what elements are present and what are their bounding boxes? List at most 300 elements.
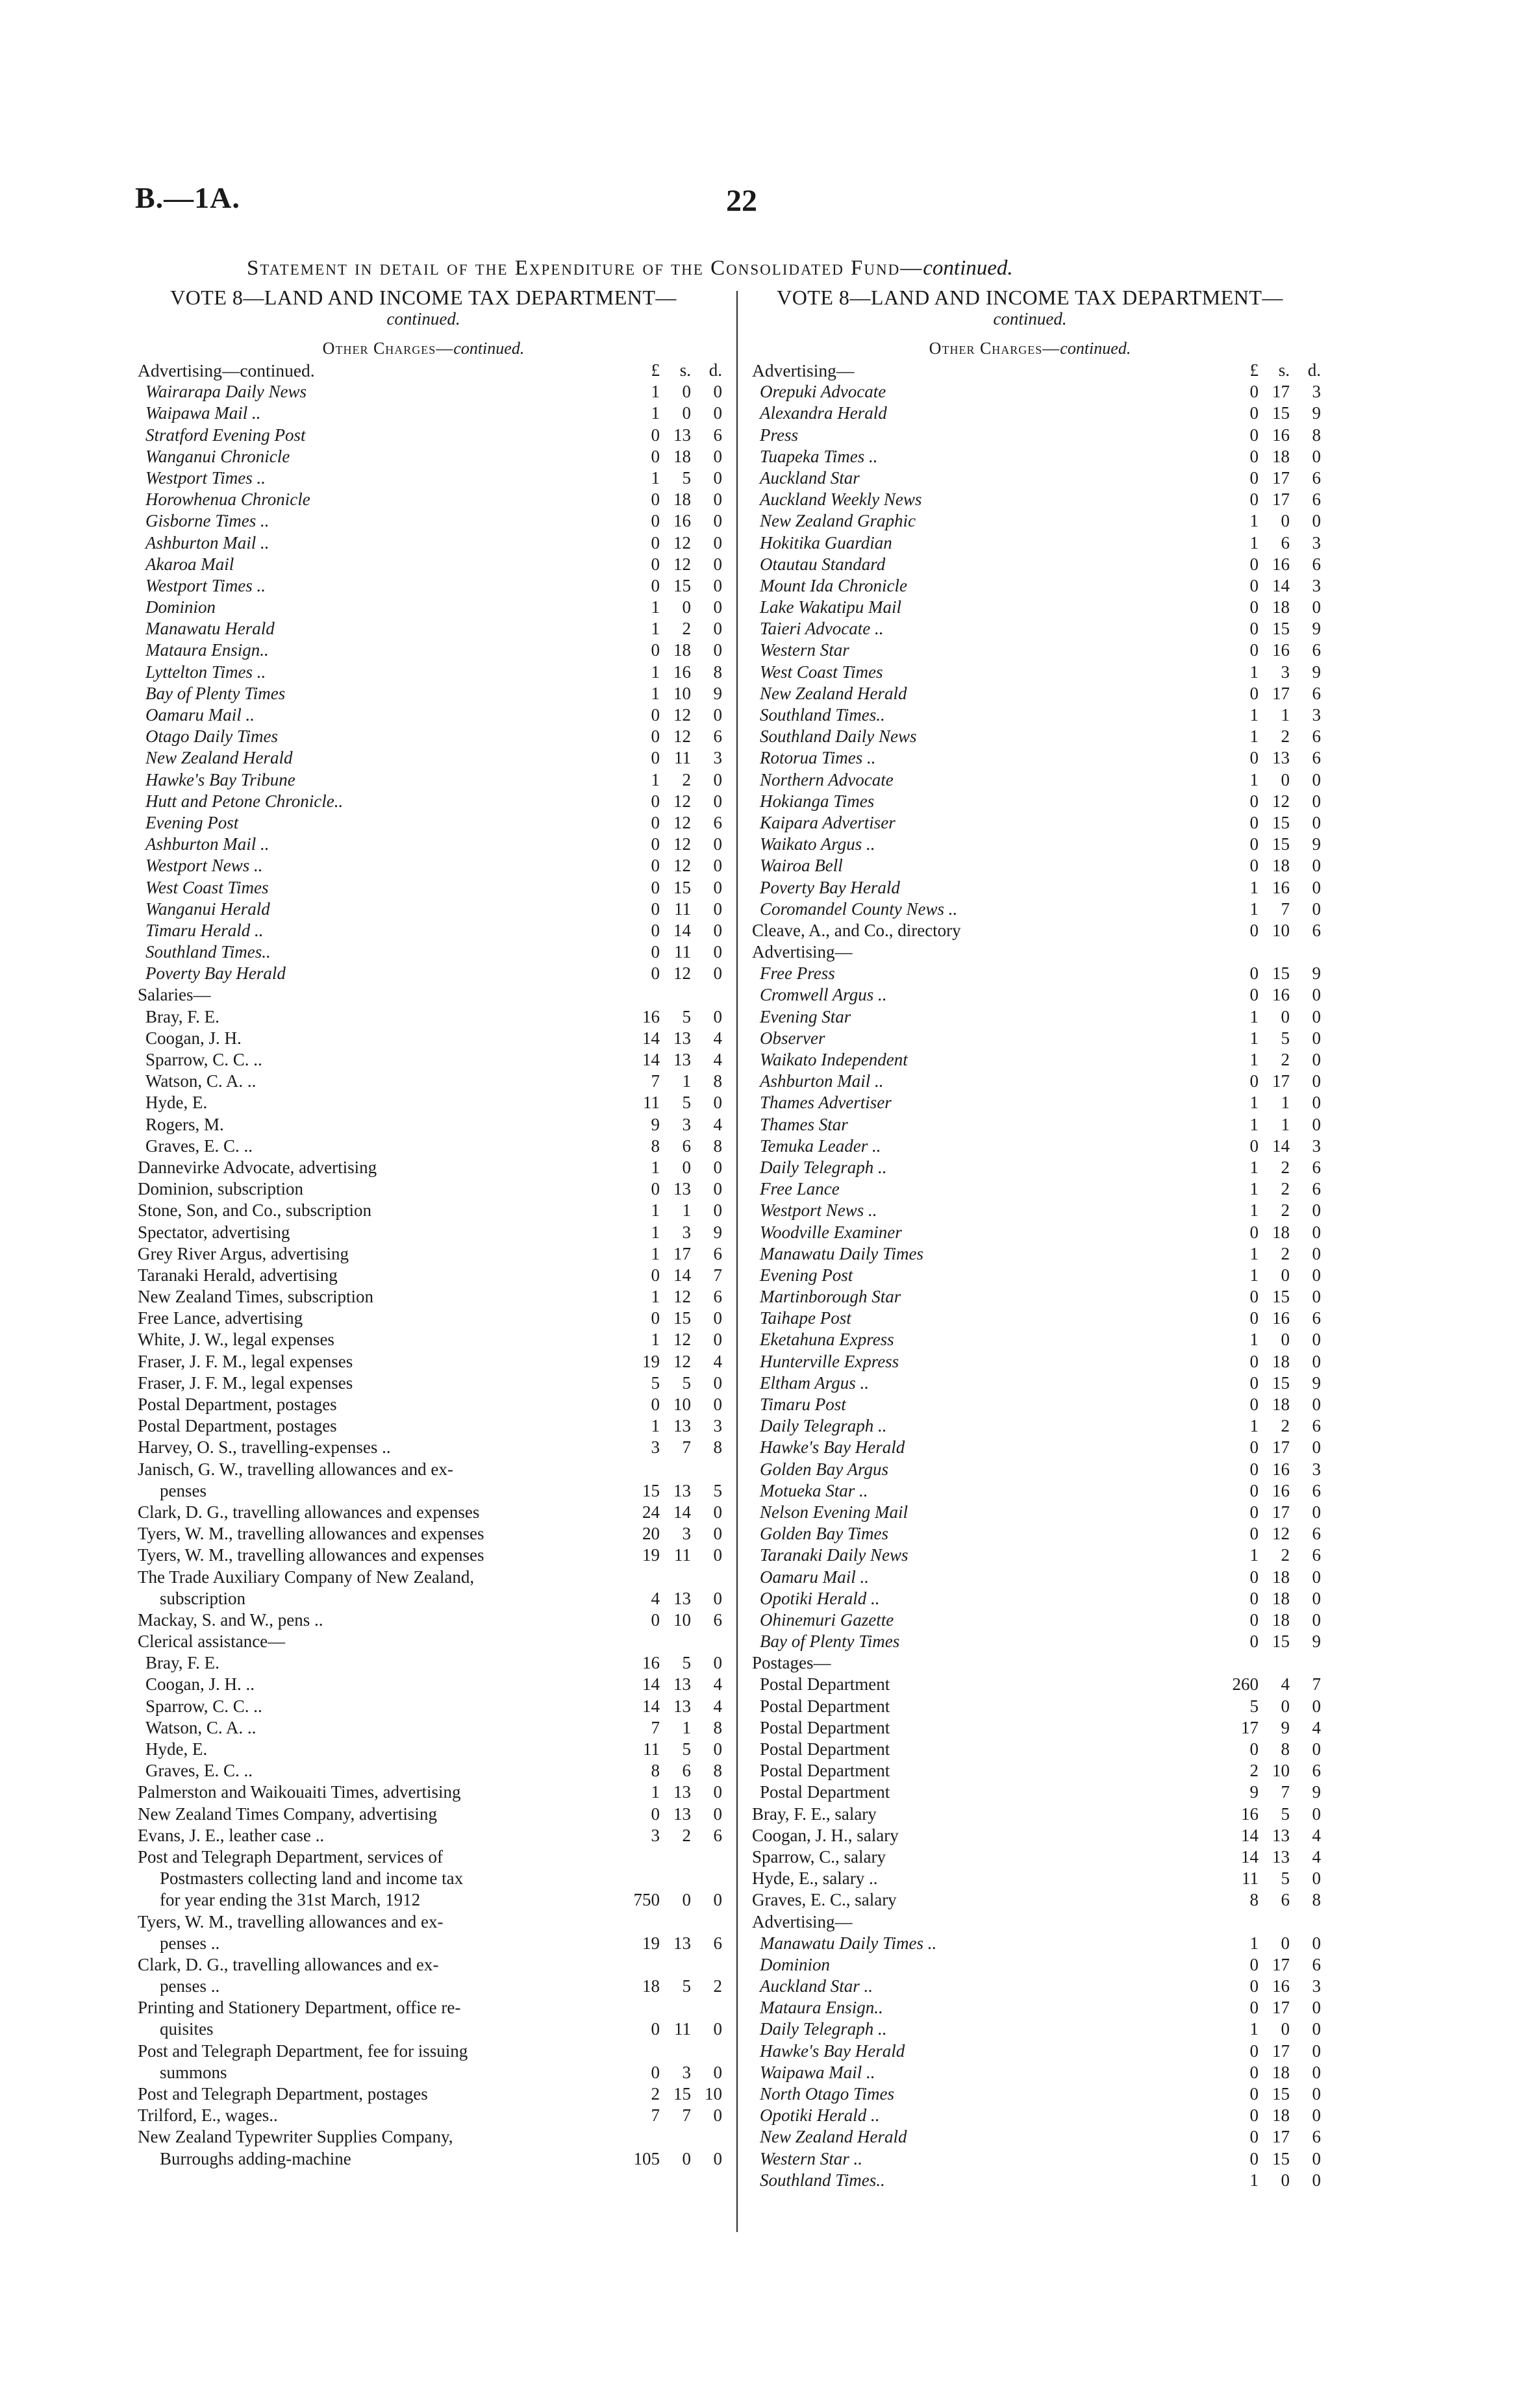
- ledger-row: [125, 1567, 722, 1588]
- amount-pounds: 0: [1249, 640, 1259, 660]
- ledger-row: [125, 1265, 722, 1286]
- amount-shillings: 17: [1272, 2127, 1290, 2147]
- ledger-row: [739, 489, 1321, 510]
- amount-pence: 0: [1312, 1868, 1321, 1889]
- amount-pence: 0: [713, 467, 722, 488]
- amount-shillings: 11: [674, 899, 691, 919]
- amount-pounds: 14: [1241, 1846, 1259, 1867]
- row-amount: [1210, 2018, 1321, 2040]
- row-amount: [1210, 726, 1321, 747]
- row-description: Tyers, W. M., travelling allowances and expenses: [138, 1545, 484, 1565]
- ledger-row: [739, 1136, 1321, 1157]
- row-description: Taranaki Daily News: [760, 1545, 909, 1565]
- amount-pounds: 0: [1249, 1524, 1259, 1544]
- row-amount: [612, 963, 722, 984]
- ledger-row: [739, 984, 1321, 1006]
- amount-shillings: 2: [1281, 1416, 1290, 1436]
- amount-shillings: 12: [1272, 791, 1290, 811]
- ledger-row: [739, 1631, 1321, 1652]
- amount-pounds: 260: [1232, 1674, 1259, 1694]
- amount-pounds: 20: [642, 1524, 660, 1544]
- row-description: Taranaki Herald, advertising: [138, 1265, 338, 1285]
- row-amount: [1210, 1631, 1321, 1652]
- row-description: Postages—: [752, 1653, 831, 1673]
- ledger-row: [739, 1480, 1321, 1502]
- row-amount: [612, 1351, 722, 1372]
- row-amount: [612, 1781, 722, 1803]
- amount-pounds: 1: [651, 1243, 660, 1263]
- amount-pence: 6: [1312, 1954, 1321, 1974]
- ledger-row: [125, 1696, 722, 1717]
- amount-pounds: 0: [1249, 403, 1259, 423]
- amount-pence: 0: [713, 1200, 722, 1221]
- row-description: Lake Wakatipu Mail: [760, 597, 901, 617]
- amount-shillings: 1: [682, 1200, 691, 1221]
- amount-pence: 3: [1312, 1136, 1321, 1156]
- row-description: Bray, F. E.: [145, 1653, 219, 1673]
- amount-pence: 0: [713, 490, 722, 510]
- row-description: Manawatu Daily Times ..: [760, 1933, 937, 1953]
- amount-shillings: 13: [673, 1782, 691, 1802]
- other-charges-heading: [125, 338, 722, 360]
- row-description: Taihape Post: [760, 1308, 851, 1328]
- amount-shillings: 18: [1272, 856, 1290, 876]
- row-description: White, J. W., legal expenses: [138, 1330, 334, 1350]
- amount-shillings: 10: [1272, 1761, 1290, 1781]
- other-charges-continued: continued.: [1060, 339, 1131, 358]
- amount-pence: 0: [713, 1739, 722, 1759]
- ledger-row: [739, 1523, 1321, 1545]
- row-description: Cromwell Argus ..: [760, 985, 887, 1005]
- row-amount: [1210, 1329, 1321, 1350]
- ledger-row: [125, 683, 722, 704]
- amount-pounds: 0: [1249, 1976, 1259, 1996]
- ledger-row: [125, 1868, 722, 1889]
- row-description: The Trade Auxiliary Company of New Zealand,: [138, 1567, 475, 1587]
- row-description: New Zealand Times, subscription: [138, 1287, 373, 1307]
- pounds-header: £: [1249, 360, 1259, 380]
- amount-shillings: 6: [1281, 532, 1290, 552]
- ledger-row: [739, 1976, 1321, 1997]
- row-description: Evening Post: [145, 812, 239, 832]
- amount-pounds: 0: [1249, 575, 1259, 595]
- ledger-row: [125, 1394, 722, 1415]
- row-description: Clark, D. G., travelling allowances and ex-: [138, 1954, 439, 1974]
- row-description: Golden Bay Argus: [760, 1459, 888, 1479]
- ledger-row: [739, 1049, 1321, 1071]
- amount-shillings: 6: [682, 1136, 691, 1156]
- amount-pounds: 0: [1249, 963, 1259, 984]
- ledger-row: [739, 2105, 1321, 2126]
- amount-pounds: 11: [643, 1093, 660, 1113]
- row-description: Opotiki Herald ..: [760, 1588, 880, 1608]
- amount-shillings: 16: [673, 662, 691, 682]
- row-amount: [612, 1394, 722, 1415]
- amount-shillings: 10: [673, 1395, 691, 1414]
- ledger-row: [739, 963, 1321, 984]
- amount-shillings: 12: [673, 532, 691, 552]
- amount-shillings: 16: [673, 511, 691, 531]
- row-amount: [612, 2148, 722, 2170]
- row-description: Lyttelton Times ..: [145, 662, 266, 682]
- ledger-row: [739, 1071, 1321, 1092]
- row-amount: [612, 1329, 722, 1350]
- amount-shillings: 11: [674, 748, 691, 768]
- row-amount: [612, 704, 722, 726]
- row-amount: [1210, 1674, 1321, 1695]
- ledger-row: [125, 1114, 722, 1136]
- amount-pounds: 0: [1249, 446, 1259, 466]
- row-amount: [1210, 1372, 1321, 1394]
- amount-shillings: 18: [1272, 1351, 1290, 1371]
- amount-pence: 0: [1312, 1739, 1321, 1759]
- ledger-row: [125, 1136, 722, 1157]
- amount-shillings: 15: [1272, 834, 1290, 854]
- amount-pence: 0: [1312, 1265, 1321, 1285]
- amount-shillings: 0: [1281, 2170, 1290, 2190]
- amount-shillings: 12: [1272, 1524, 1290, 1544]
- row-amount: [612, 618, 722, 639]
- amount-pounds: 0: [1249, 2041, 1259, 2061]
- ledger-row: [739, 1609, 1321, 1631]
- row-amount: [612, 1825, 722, 1846]
- amount-pounds: 9: [651, 1114, 660, 1134]
- amount-pounds: 1: [1249, 1028, 1259, 1048]
- row-description: Tyers, W. M., travelling allowances and ex-: [138, 1911, 444, 1931]
- ledger-row: [125, 1459, 722, 1480]
- row-description: Timaru Post: [760, 1395, 846, 1414]
- amount-pounds: 1: [1249, 1114, 1259, 1134]
- row-description: Poverty Bay Herald: [145, 963, 286, 984]
- amount-shillings: 13: [673, 1804, 691, 1824]
- row-amount: [1210, 1006, 1321, 1028]
- amount-pounds: 0: [1249, 2105, 1259, 2126]
- amount-pounds: 19: [642, 1933, 660, 1953]
- ledger-row: [739, 1696, 1321, 1717]
- amount-shillings: 2: [1281, 1200, 1290, 1221]
- amount-pounds: 0: [651, 877, 660, 897]
- row-description: Free Lance: [760, 1179, 840, 1199]
- ledger-row: [739, 1286, 1321, 1308]
- ledger-row: [739, 791, 1321, 812]
- amount-pence: 7: [713, 1265, 722, 1285]
- amount-shillings: 2: [1281, 1243, 1290, 1263]
- row-description: Mackay, S. and W., pens ..: [138, 1609, 323, 1630]
- amount-shillings: 16: [1272, 1480, 1290, 1500]
- ledger-row: [739, 510, 1321, 532]
- row-description: Postal Department: [760, 1739, 890, 1759]
- ledger-row: [125, 1351, 722, 1372]
- amount-shillings: 10: [673, 1609, 691, 1630]
- amount-pence: 0: [1312, 1437, 1321, 1458]
- row-amount: [612, 855, 722, 876]
- amount-shillings: 7: [1281, 899, 1290, 919]
- row-amount: [612, 1308, 722, 1329]
- row-description: Printing and Stationery Department, office re-: [138, 1998, 461, 2018]
- ledger-row: [739, 1804, 1321, 1825]
- amount-pounds: 1: [1249, 1157, 1259, 1177]
- amount-shillings: 0: [1281, 1265, 1290, 1285]
- ledger-row: [739, 639, 1321, 661]
- row-amount: [1210, 1696, 1321, 1717]
- row-amount: [612, 1114, 722, 1136]
- page-number: 22: [726, 184, 757, 218]
- amount-pence: 5: [713, 1480, 722, 1500]
- amount-pounds: 0: [1249, 812, 1259, 832]
- amount-pence: 6: [1312, 1416, 1321, 1436]
- row-amount: [1210, 1523, 1321, 1545]
- amount-pounds: 1: [651, 1287, 660, 1307]
- row-amount: [1210, 683, 1321, 704]
- ledger-row: [739, 1394, 1321, 1415]
- ledger-row: [125, 1781, 722, 1803]
- amount-pence: 8: [713, 662, 722, 682]
- amount-shillings: 1: [1281, 1114, 1290, 1134]
- ledger-row: [125, 1846, 722, 1868]
- amount-shillings: 12: [673, 856, 691, 876]
- ledger-row: [739, 1825, 1321, 1846]
- amount-pounds: 0: [1249, 425, 1259, 445]
- shillings-header: s.: [679, 360, 691, 380]
- row-amount: [1210, 1243, 1321, 1265]
- amount-pounds: 1: [1249, 532, 1259, 552]
- amount-shillings: 5: [682, 1006, 691, 1026]
- right-column: [739, 286, 1321, 2191]
- row-amount: [612, 877, 722, 899]
- amount-pounds: 0: [651, 640, 660, 660]
- row-amount: [612, 1028, 722, 1049]
- amount-shillings: 10: [673, 683, 691, 703]
- ledger-row: [125, 1157, 722, 1178]
- row-amount: [1210, 2083, 1321, 2105]
- amount-shillings: 0: [1281, 1933, 1290, 1953]
- row-amount: [612, 425, 722, 446]
- amount-pounds: 0: [1249, 1071, 1259, 1091]
- amount-pounds: 750: [633, 1890, 660, 1910]
- row-amount: [612, 662, 722, 683]
- ledger-row: [739, 1502, 1321, 1523]
- amount-pence: 8: [1312, 1890, 1321, 1910]
- amount-pence: 9: [1312, 963, 1321, 984]
- row-description: Hunterville Express: [760, 1351, 899, 1371]
- row-description: Temuka Leader ..: [760, 1136, 881, 1156]
- amount-shillings: 15: [673, 1308, 691, 1328]
- amount-pence: 0: [713, 446, 722, 466]
- row-amount: [1210, 1437, 1321, 1458]
- document-id: B.—1A.: [135, 181, 240, 214]
- ledger-row: [739, 920, 1321, 941]
- section-heading: Advertising—: [752, 360, 855, 380]
- row-amount: [1210, 704, 1321, 726]
- row-description: New Zealand Herald: [145, 748, 293, 768]
- amount-pounds: 0: [1249, 1351, 1259, 1371]
- row-description: Wairoa Bell: [760, 856, 843, 876]
- amount-shillings: 1: [1281, 1093, 1290, 1113]
- amount-shillings: 17: [1272, 1437, 1290, 1458]
- row-description: West Coast Times: [760, 662, 883, 682]
- row-amount: [1210, 1804, 1321, 1825]
- ledger-row: [739, 941, 1321, 963]
- amount-pounds: 0: [1249, 554, 1259, 574]
- row-amount: [1210, 639, 1321, 661]
- amount-pounds: 16: [642, 1653, 660, 1673]
- amount-shillings: 11: [674, 1545, 691, 1565]
- amount-shillings: 17: [1272, 683, 1290, 703]
- amount-pence: 0: [713, 963, 722, 984]
- amount-pounds: 15: [642, 1480, 660, 1500]
- row-description: Clerical assistance—: [138, 1632, 286, 1652]
- row-description: Orepuki Advocate: [760, 382, 886, 402]
- row-description: Sparrow, C. C. ..: [145, 1050, 262, 1069]
- ledger-row: [125, 1222, 722, 1243]
- row-description: Hokitika Guardian: [760, 532, 892, 552]
- amount-shillings: 0: [682, 1890, 691, 1910]
- amount-pounds: 1: [651, 1416, 660, 1436]
- amount-pounds: 1: [651, 1330, 660, 1350]
- ledger-row: [125, 747, 722, 769]
- ledger-rows: [125, 381, 722, 2170]
- amount-shillings: 3: [682, 1524, 691, 1544]
- ledger-row: [739, 726, 1321, 747]
- amount-shillings: 12: [673, 1287, 691, 1307]
- amount-pence: 4: [713, 1696, 722, 1716]
- row-description: Postal Department, postages: [138, 1395, 337, 1414]
- amount-pence: 0: [713, 705, 722, 725]
- row-amount: [612, 1178, 722, 1200]
- amount-pence: 0: [713, 1545, 722, 1565]
- amount-pounds: 0: [1249, 467, 1259, 488]
- amount-pence: 0: [1312, 2062, 1321, 2082]
- ledger-row: [739, 2018, 1321, 2040]
- amount-pence: 3: [1312, 532, 1321, 552]
- amount-shillings: 15: [1272, 403, 1290, 423]
- amount-pounds: 1: [1249, 1093, 1259, 1113]
- row-amount: [612, 1243, 722, 1265]
- row-description: Thames Star: [760, 1114, 848, 1134]
- amount-pence: 0: [713, 1395, 722, 1414]
- row-amount: [612, 1609, 722, 1631]
- amount-pounds: 24: [642, 1502, 660, 1522]
- amount-shillings: 16: [1272, 640, 1290, 660]
- amount-shillings: 5: [682, 1093, 691, 1113]
- row-description: Dominion: [145, 597, 216, 617]
- amount-pence: 6: [713, 726, 722, 747]
- ledger-row: [739, 877, 1321, 899]
- row-description: Tuapeka Times ..: [760, 446, 878, 466]
- amount-pounds: 11: [643, 1739, 660, 1759]
- vote-title: VOTE 8—LAND AND INCOME TAX DEPARTMENT—: [777, 286, 1283, 309]
- amount-pence: 3: [1312, 705, 1321, 725]
- amount-shillings: 13: [1272, 1846, 1290, 1867]
- amount-pounds: 0: [1249, 2062, 1259, 2082]
- amount-shillings: 15: [1272, 2148, 1290, 2168]
- amount-pounds: 1: [651, 1200, 660, 1221]
- amount-shillings: 2: [682, 1825, 691, 1845]
- row-amount: [612, 2062, 722, 2083]
- amount-shillings: 5: [1281, 1868, 1290, 1889]
- amount-pence: 0: [1312, 769, 1321, 789]
- row-amount: [612, 1480, 722, 1502]
- statement-continued: continued.: [923, 256, 1013, 280]
- amount-pence: 4: [713, 1674, 722, 1694]
- amount-pounds: 1: [1249, 2019, 1259, 2039]
- amount-pounds: 0: [651, 791, 660, 811]
- amount-pounds: 0: [1249, 1588, 1259, 1608]
- amount-shillings: 12: [673, 963, 691, 984]
- row-description: Bray, F. E., salary: [752, 1804, 877, 1824]
- ledger-row: [739, 618, 1321, 639]
- row-amount: [612, 381, 722, 403]
- ledger-row: [739, 1933, 1321, 1954]
- ledger-row: [739, 1351, 1321, 1372]
- ledger-row: [739, 2170, 1321, 2191]
- amount-pounds: 7: [651, 1071, 660, 1091]
- row-description: Spectator, advertising: [138, 1222, 290, 1242]
- row-amount: [612, 1222, 722, 1243]
- row-description: Rotorua Times ..: [760, 748, 876, 768]
- amount-shillings: 17: [1272, 490, 1290, 510]
- amount-pence: 0: [713, 791, 722, 811]
- amount-pounds: 0: [651, 834, 660, 854]
- ledger-row: [739, 1760, 1321, 1781]
- amount-pence: 0: [1312, 1609, 1321, 1630]
- ledger-row: [125, 1889, 722, 1911]
- amount-pounds: 0: [1249, 856, 1259, 876]
- amount-pence: 0: [713, 1179, 722, 1199]
- ledger-row: [739, 1567, 1321, 1588]
- row-amount: [1210, 2041, 1321, 2062]
- ledger-row: [125, 877, 722, 899]
- row-description: Oamaru Mail ..: [760, 1567, 869, 1587]
- row-amount: [612, 403, 722, 424]
- ledger-row: [739, 1674, 1321, 1695]
- row-amount: [612, 1588, 722, 1609]
- row-amount: [1210, 1889, 1321, 1911]
- amount-shillings: 14: [1272, 1136, 1290, 1156]
- row-amount: [612, 446, 722, 467]
- ledger-row: [739, 403, 1321, 424]
- amount-pence: 3: [1312, 575, 1321, 595]
- row-description: Stratford Evening Post: [145, 425, 306, 445]
- row-amount: [612, 747, 722, 769]
- amount-pounds: 1: [1249, 2170, 1259, 2190]
- row-amount: [1210, 984, 1321, 1006]
- amount-pence: 0: [713, 942, 722, 962]
- column-divider: [736, 291, 738, 2232]
- row-amount: [612, 1674, 722, 1695]
- amount-pence: 8: [713, 1761, 722, 1781]
- amount-pounds: 3: [651, 1437, 660, 1458]
- amount-pence: 9: [1312, 1632, 1321, 1652]
- row-amount: [1210, 1308, 1321, 1329]
- ledger-row: [739, 747, 1321, 769]
- row-amount: [612, 1286, 722, 1308]
- amount-pounds: 0: [1249, 985, 1259, 1005]
- amount-pounds: 14: [642, 1696, 660, 1716]
- row-amount: [1210, 1114, 1321, 1136]
- row-description: Wanganui Herald: [145, 899, 270, 919]
- row-description: Dannevirke Advocate, advertising: [138, 1157, 377, 1177]
- row-amount: [612, 1200, 722, 1221]
- amount-pence: 10: [705, 2084, 722, 2104]
- amount-pounds: 2: [651, 2084, 660, 2104]
- row-description: New Zealand Typewriter Supplies Company,: [138, 2127, 453, 2147]
- ledger-row: [125, 1588, 722, 1609]
- amount-pence: 0: [713, 532, 722, 552]
- amount-pounds: 1: [651, 683, 660, 703]
- amount-pounds: 0: [1249, 2148, 1259, 2168]
- row-description: Martinborough Star: [760, 1287, 901, 1307]
